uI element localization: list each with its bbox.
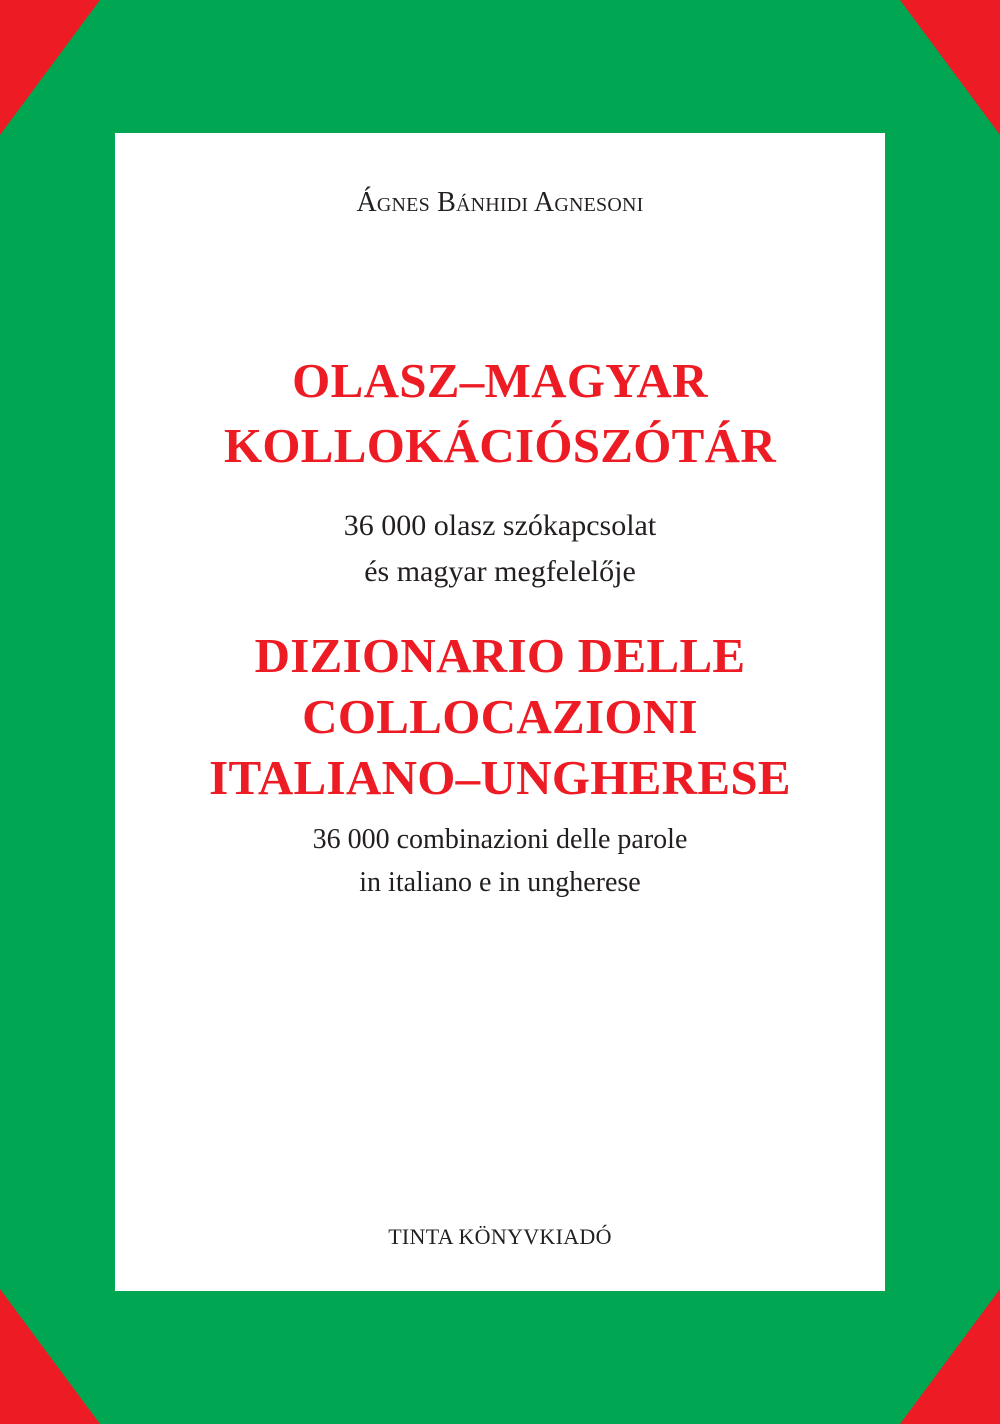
subtitle-it-line-2: in italiano e in ungherese <box>359 867 641 898</box>
title-it-line-2: COLLOCAZIONI <box>302 689 698 744</box>
corner-bottom-right <box>900 1289 1000 1424</box>
title-it-line-1: DIZIONARIO DELLE <box>254 628 746 683</box>
subtitle-hu-line-1: 36 000 olasz szókapcsolat <box>343 509 657 542</box>
subtitle-it-line-1: 36 000 combinazioni delle parole <box>312 824 688 855</box>
corner-top-left <box>0 0 100 135</box>
subtitle-hu-line-2: és magyar megfelelője <box>364 555 636 588</box>
corner-bottom-left <box>0 1289 100 1424</box>
title-hu-line-1: OLASZ–MAGYAR <box>292 353 708 408</box>
publisher-name: TINTA KÖNYVKIADÓ <box>388 1224 612 1249</box>
title-hu-line-2: KOLLOKÁCIÓSZÓTÁR <box>223 418 777 473</box>
corner-top-right <box>900 0 1000 135</box>
cover-panel <box>115 133 885 1291</box>
title-it-line-3: ITALIANO–UNGHERESE <box>209 750 791 805</box>
author-name: Ágnes Bánhidi Agnesoni <box>356 187 644 218</box>
